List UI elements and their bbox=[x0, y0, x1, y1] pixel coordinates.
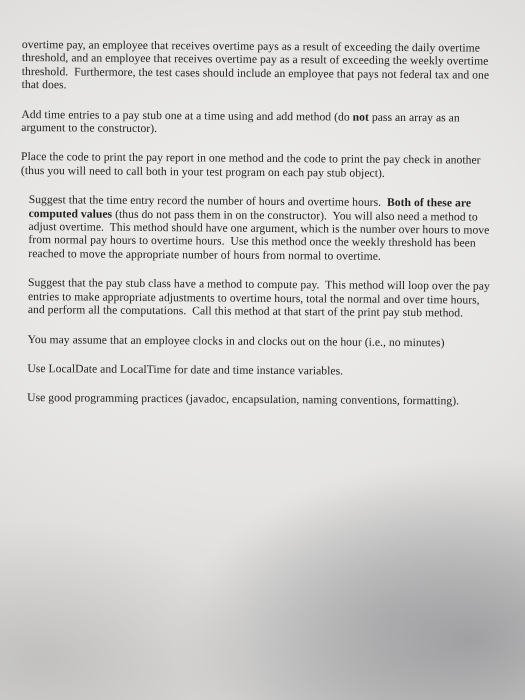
text-run: Add time entries to a pay stub one at a time using and add method (do bbox=[21, 107, 353, 124]
text-run: Use good programming practices (javadoc, encapsulation, naming conventions, formatting). bbox=[27, 391, 460, 408]
paragraph-print-methods bbox=[21, 150, 491, 181]
paragraph-localdate-localtime bbox=[19, 362, 489, 379]
text-run: Suggest that the time entry record the number of hours and overtime hours. bbox=[28, 193, 388, 210]
text-run: pass an array as an argument to the constructor). bbox=[21, 110, 463, 136]
text-run: Suggest that the pay stub class have a method to compute pay. This method will loop over the pay entries to make appropriate adjustments to overtime hours, total the normal and over time hours, and perform all the computations. Call this method at that start of the print pay stub method. bbox=[27, 276, 493, 320]
bold-text-run: Both of these are computed values bbox=[28, 196, 475, 221]
text-run: Use LocalDate and LocalTime for date and time instance variables. bbox=[27, 361, 344, 378]
text-run: You may assume that an employee clocks in and clocks out on the hour (i.e., no minutes) bbox=[27, 332, 445, 349]
bold-text-run: not bbox=[352, 110, 369, 124]
text-run: (thus do not pass them in on the constructor). You will also need a method to adjust overtime. This method should have one argument, which is the number over hours to move from normal pay hours to overtime hours. Use this method once the weekly threshold has been reached to move the appropriate number of hours from normal to overtime. bbox=[28, 207, 493, 263]
paper-sheet bbox=[19, 38, 492, 424]
text-run: Place the code to print the pay report in one method and the code to print the pay check in another (thus you will need to call both in your test program on each pay stub object). bbox=[20, 150, 484, 180]
paragraph-time-entry-suggestion bbox=[20, 193, 491, 264]
paragraph-overtime-test-cases bbox=[22, 38, 492, 95]
text-run: overtime pay, an employee that receives overtime pays as a result of exceeding the daily overtime threshold, and an employee that receives overtime pay as a result of exceeding the weekly overtime threshold. Furthermore, the test cases should include an employee that pays not federal tax and one that does. bbox=[21, 38, 493, 92]
paragraph-add-time-entries bbox=[21, 108, 491, 139]
paper-shadow bbox=[153, 430, 525, 700]
paragraph-compute-pay-suggestion bbox=[20, 276, 493, 320]
paragraph-clock-assumption bbox=[20, 332, 490, 349]
paragraph-programming-practices bbox=[19, 391, 489, 408]
